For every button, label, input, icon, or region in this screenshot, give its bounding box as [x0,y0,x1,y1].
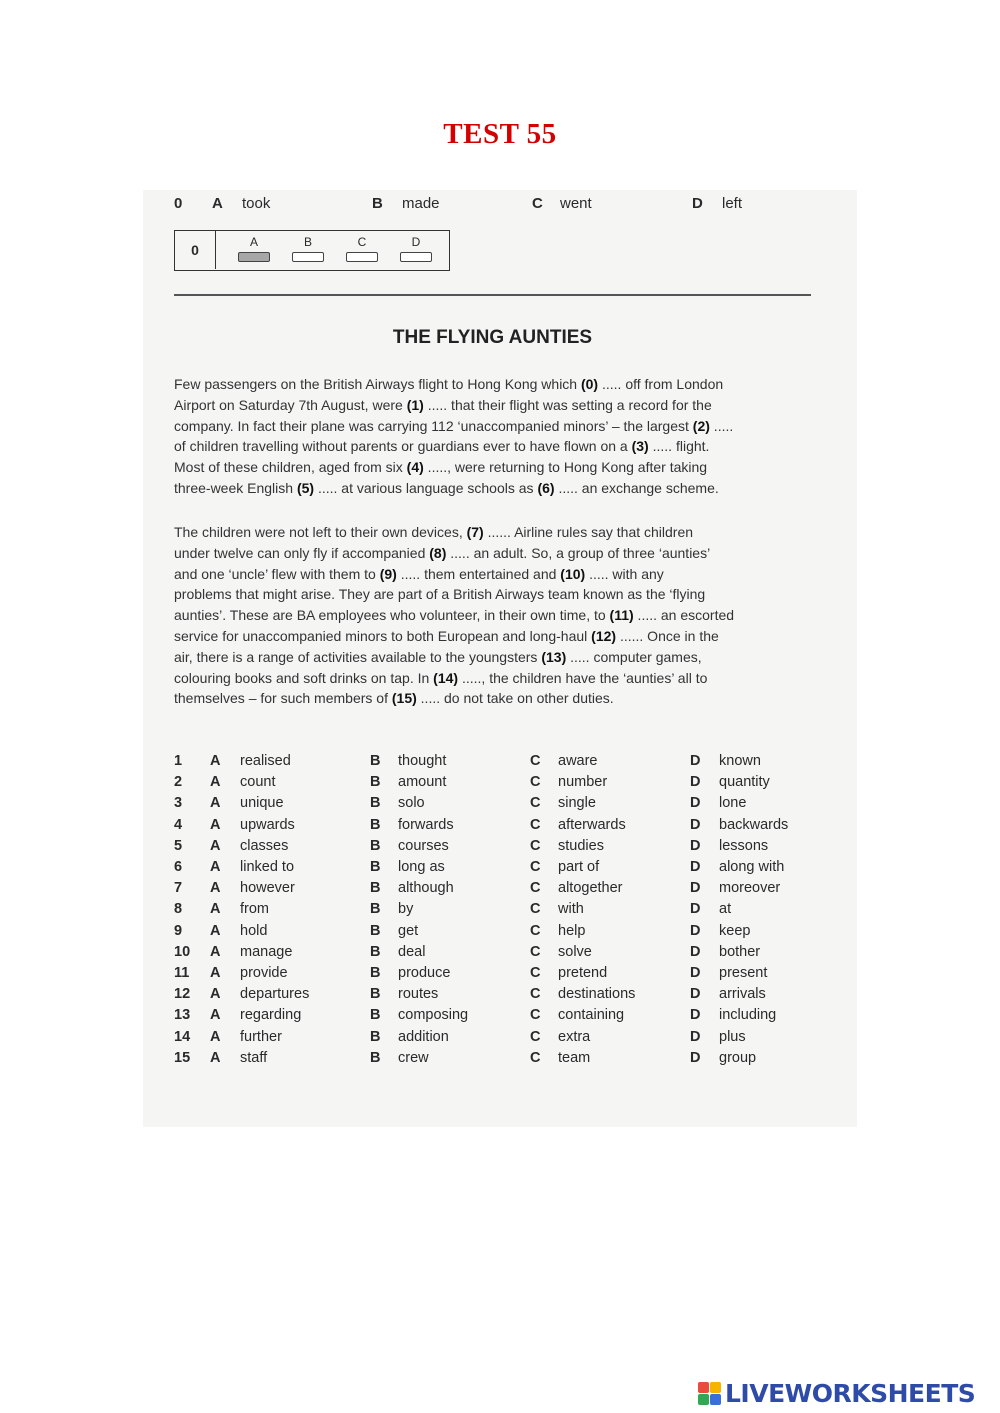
liveworksheets-logo [698,1378,975,1408]
gap-number: (13) [541,648,567,665]
text-segment: of children travelling without parents or guardians ever to have flown on a [174,438,632,455]
question-number: 12 [174,986,191,1003]
bubble-empty [346,252,378,262]
text-segment: problems that might arise. They are part of a British Airways team known as the ‘flying [174,586,706,603]
option-d[interactable]: quantity [719,774,770,791]
gap-number: (6) [537,479,555,496]
question-row [174,817,814,838]
letter-a: A [210,859,221,875]
letter-d: D [690,880,701,897]
gap-number: (9) [379,565,397,582]
option-d[interactable]: moreover [719,880,781,897]
text-segment: themselves – for such members of [174,690,392,707]
gap-number: (12) [591,627,617,644]
letter-b: B [370,901,381,918]
letter-c: C [530,965,541,981]
paragraph-line [174,457,816,478]
letter-b: B [370,880,381,897]
option-b[interactable]: courses [398,837,449,854]
option-b[interactable]: amount [398,774,447,791]
question-row [174,923,814,944]
paragraph-line [174,584,816,605]
text-segment: colouring books and soft drinks on tap. In [174,669,434,686]
paragraph-line [174,522,816,543]
option-c[interactable]: single [558,795,596,812]
option-c[interactable]: afterwards [558,816,626,833]
question-row [174,1007,814,1028]
example-answer-box [174,230,450,271]
question-row [174,880,814,901]
option-d[interactable]: along with [719,859,785,875]
question-number: 11 [174,965,190,981]
letter-b: B [370,795,381,812]
option-a[interactable]: regarding [240,1007,302,1024]
paragraph-line [174,668,816,689]
question-number: 14 [174,1028,191,1045]
letter-d: D [690,943,701,960]
gap-number: (1) [406,396,424,413]
option-c[interactable]: with [558,901,584,918]
text-segment: ..... them entertained and [396,565,561,582]
text-segment: under twelve can only fly if accompanied [174,544,430,561]
option-b[interactable]: routes [398,986,439,1003]
paragraph-line [174,374,816,395]
letter-c: C [530,1028,541,1045]
answer-bubble-b[interactable] [291,235,325,262]
letter-d: D [690,1007,701,1024]
answer-bubble-c[interactable] [345,235,379,262]
text-segment: ....., the children have the ‘aunties’ all to [458,669,708,686]
letter-d: D [690,901,701,918]
letter-d: D [690,859,701,875]
letter-b: B [370,753,381,769]
bubble-label: A [249,235,258,249]
question-number: 13 [174,1007,191,1024]
option-a[interactable]: linked to [240,859,295,875]
question-row [174,901,814,922]
example-number: 0 [174,195,183,212]
question-row [174,986,814,1007]
text-segment: The children were not left to their own devices, [174,524,467,540]
example-option-b: made [402,195,440,212]
letter-c: C [530,1007,541,1024]
letter-a: A [210,1007,221,1024]
option-a[interactable]: classes [240,837,289,854]
question-row [174,944,814,965]
letter-b: B [370,1007,381,1024]
paragraph-line [174,478,816,499]
option-b[interactable]: addition [398,1028,449,1045]
option-a[interactable]: hold [240,922,268,939]
bubble-label: C [357,235,367,249]
letter-b: B [370,943,381,960]
option-b[interactable]: composing [398,1007,469,1024]
question-number: 2 [174,774,183,791]
question-number: 7 [174,880,183,897]
option-b[interactable]: long as [398,859,445,875]
letter-d: D [690,837,701,854]
letter-d: D [690,965,701,981]
gap-number: (10) [560,565,586,582]
letter-d: D [690,816,701,833]
question-number: 4 [174,816,183,833]
text-segment: ..... an escorted [633,607,735,624]
letter-b: B [370,837,381,854]
letter-b: B [370,816,381,833]
question-row [174,1050,814,1071]
option-a[interactable]: count [240,774,276,791]
question-number: 9 [174,922,183,939]
question-number: 5 [174,837,183,854]
text-segment: and one ‘uncle’ flew with them to [174,565,380,582]
example-letter-a: A [212,195,223,212]
gap-number: (8) [429,544,447,561]
letter-c: C [530,986,541,1003]
letter-a: A [210,1028,221,1045]
option-b[interactable]: get [398,922,419,939]
text-segment: Airport on Saturday 7th August, were [174,396,407,413]
text-segment: service for unaccompanied minors to both European and long-haul [174,627,592,644]
paragraph-line [174,436,816,457]
option-c[interactable]: pretend [558,965,608,981]
text-segment: ..... at various language schools as [314,479,538,496]
option-d[interactable]: including [719,1007,777,1024]
text-segment: air, there is a range of activities available to the youngsters [174,648,542,665]
gap-number: (15) [391,690,417,707]
letter-d: D [690,986,701,1003]
gap-number: (3) [631,438,649,455]
question-row [174,753,814,774]
option-d[interactable]: lone [719,795,747,812]
option-d[interactable]: backwards [719,816,789,833]
letter-a: A [210,795,221,812]
gap-number: (0) [580,376,599,392]
article-paragraph-2 [174,522,816,709]
option-a[interactable]: provide [240,965,288,981]
text-segment: ....., were returning to Hong Kong after taking [423,459,708,476]
letter-b: B [370,1028,381,1045]
letter-a: A [210,837,221,854]
paragraph-line [174,626,816,647]
option-a[interactable]: realised [240,753,291,769]
question-number: 1 [174,753,183,769]
question-row [174,859,814,880]
letter-a: A [210,965,221,981]
letter-a: A [210,943,221,960]
question-row [174,1029,814,1050]
text-segment: ..... do not take on other duties. [416,690,614,707]
example-letter-c: C [532,195,543,212]
paragraph-line [174,564,816,585]
option-c[interactable]: help [558,922,586,939]
option-d[interactable]: plus [719,1028,746,1045]
paragraph-line [174,647,816,668]
letter-b: B [370,859,381,875]
letter-c: C [530,922,541,939]
question-row [174,965,814,986]
letter-a: A [210,1049,221,1066]
letter-c: C [530,880,541,897]
option-b[interactable]: produce [398,965,451,981]
option-a[interactable]: departures [240,986,310,1003]
option-a[interactable]: upwards [240,816,295,833]
letter-c: C [530,753,541,769]
option-c[interactable]: altogether [558,880,623,897]
letter-a: A [210,922,221,939]
option-b[interactable]: by [398,901,414,918]
letter-c: C [530,943,541,960]
text-segment: ..... flight. [648,438,710,455]
option-a[interactable]: manage [240,943,293,960]
gap-number: (4) [406,459,424,476]
letter-b: B [370,774,381,791]
letter-a: A [210,986,221,1003]
option-a[interactable]: from [240,901,269,918]
letter-b: B [370,965,381,981]
logo-text: LIVEWORKSHEETS [725,1378,976,1408]
letter-a: A [210,880,221,897]
text-segment: Most of these children, aged from six [174,459,407,476]
option-d[interactable]: at [719,901,732,918]
text-segment: Few passengers on the British Airways flight to Hong Kong which [174,376,581,392]
option-c[interactable]: extra [558,1028,591,1045]
article-heading: THE FLYING AUNTIES [392,327,593,348]
letter-c: C [530,1049,541,1066]
letter-a: A [210,816,221,833]
text-segment: ..... an exchange scheme. [554,479,719,496]
option-a[interactable]: unique [240,795,284,812]
option-b[interactable]: solo [398,795,425,812]
example-letter-b: B [372,195,383,212]
gap-number: (5) [296,479,315,496]
example-option-d: left [722,195,743,212]
letter-c: C [530,795,541,812]
text-segment: ..... off from London [598,376,724,392]
answer-bubble-a[interactable] [237,235,271,262]
question-row [174,795,814,816]
option-c[interactable]: studies [558,837,604,854]
text-segment: company. In fact their plane was carrying 112 ‘unaccompanied minors’ – the largest [174,417,693,434]
answer-bubble-d[interactable] [399,235,433,262]
option-d[interactable]: bother [719,943,761,960]
divider [174,294,811,296]
option-b[interactable]: although [398,880,454,897]
paragraph-line [174,543,816,564]
option-c[interactable]: team [558,1049,591,1066]
letter-c: C [530,901,541,918]
paragraph-line [174,605,816,626]
option-b[interactable]: crew [398,1049,429,1066]
bubble-filled [238,252,270,262]
letter-d: D [690,753,701,769]
letter-b: B [370,922,381,939]
question-number: 6 [174,859,183,875]
gap-number: (7) [466,524,484,540]
letter-d: D [690,774,701,791]
option-c[interactable]: solve [558,943,592,960]
letter-a: A [210,901,221,918]
paragraph-line [174,688,816,709]
option-c[interactable]: containing [558,1007,625,1024]
gap-number: (11) [609,607,634,624]
bubble-label: D [411,235,421,249]
question-number: 8 [174,901,183,918]
example-letter-d: D [692,195,703,212]
question-number: 15 [174,1049,191,1066]
letter-d: D [690,922,701,939]
option-c[interactable]: number [558,774,608,791]
letter-d: D [690,795,701,812]
letter-a: A [210,774,221,791]
option-a[interactable]: further [240,1028,282,1045]
option-d[interactable]: present [719,965,768,981]
letter-b: B [370,986,381,1003]
option-a[interactable]: however [240,880,295,897]
letter-a: A [210,753,221,769]
gap-number: (2) [692,417,710,434]
page-title: TEST 55 [443,118,557,150]
question-number: 3 [174,795,183,812]
option-d[interactable]: keep [719,922,751,939]
option-c[interactable]: destinations [558,986,636,1003]
text-segment: ..... with any [585,565,664,582]
text-segment: ..... that their flight was setting a record for the [423,396,712,413]
paragraph-line [174,416,816,437]
text-segment: aunties’. These are BA employees who volunteer, in their own time, to [174,607,610,624]
bubble-empty [292,252,324,262]
option-d[interactable]: lessons [719,837,769,854]
text-segment: ..... computer games, [566,648,702,665]
option-b[interactable]: thought [398,753,447,769]
bubble-label: B [303,235,312,249]
example-option-c: went [560,195,592,212]
article-paragraph-1 [174,374,816,499]
letter-c: C [530,837,541,854]
example-option-a: took [242,195,271,212]
question-row [174,774,814,795]
text-segment: ..... [709,417,734,434]
option-b[interactable]: deal [398,943,426,960]
letter-c: C [530,774,541,791]
gap-number: (14) [433,669,459,686]
option-d[interactable]: arrivals [719,986,766,1003]
letter-c: C [530,816,541,833]
option-c[interactable]: part of [558,859,600,875]
option-a[interactable]: staff [240,1049,268,1066]
question-number: 10 [174,943,191,960]
logo-mark-icon [698,1382,721,1405]
letter-b: B [370,1049,381,1066]
bubble-empty [400,252,432,262]
option-d[interactable]: group [719,1049,757,1066]
option-b[interactable]: forwards [398,816,454,833]
text-segment: ..... an adult. So, a group of three ‘aunties’ [446,544,711,561]
letter-c: C [530,859,541,875]
option-d[interactable]: known [719,753,761,769]
text-segment: ...... Once in the [616,627,719,644]
paragraph-line [174,395,816,416]
letter-d: D [690,1028,701,1045]
text-segment: ...... Airline rules say that children [483,524,694,540]
option-c[interactable]: aware [558,753,598,769]
question-row [174,838,814,859]
answer-box-number: 0 [175,231,216,269]
text-segment: three-week English [174,479,297,496]
letter-d: D [690,1049,701,1066]
